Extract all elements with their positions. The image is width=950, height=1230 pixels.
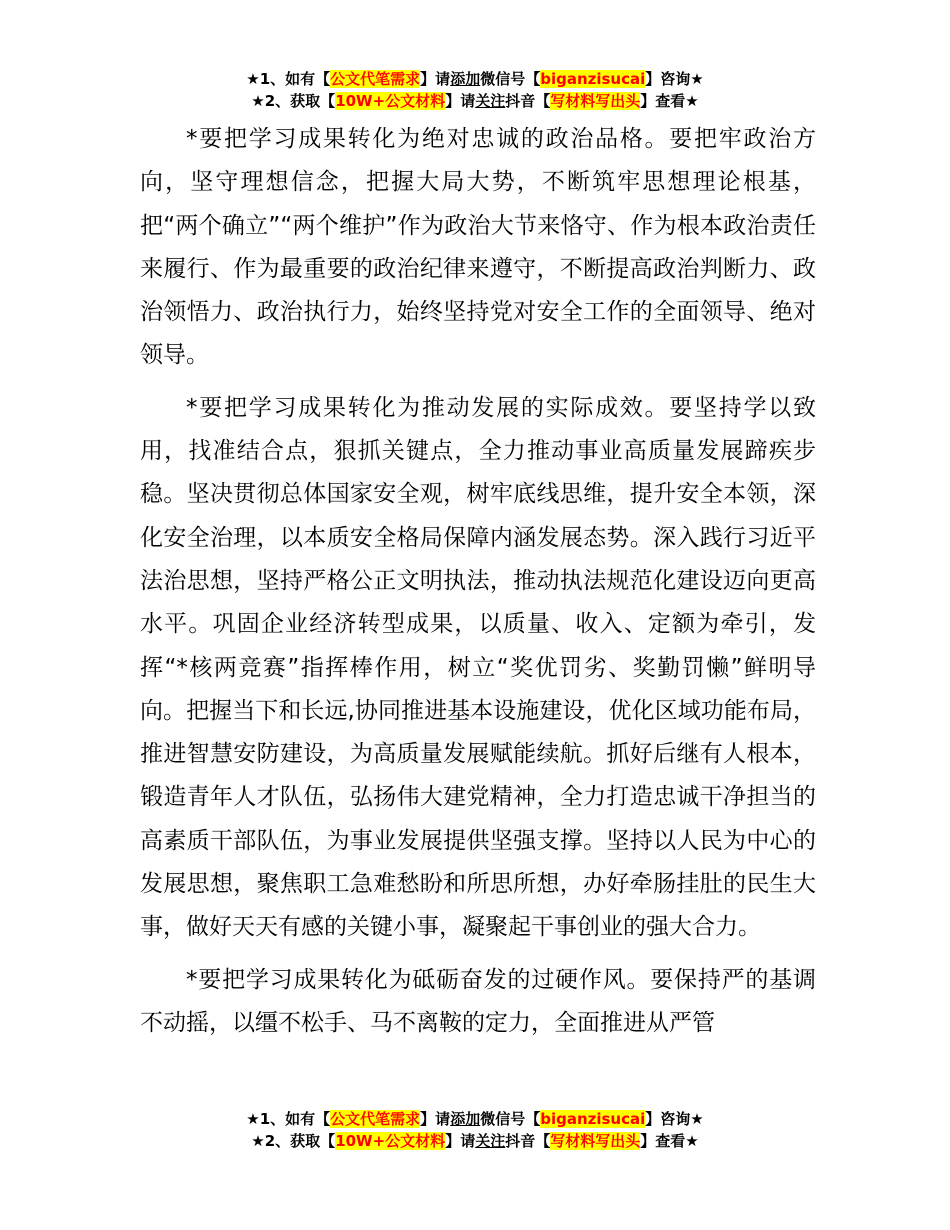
paragraph-2: *要把学习成果转化为推动发展的实际成效。要坚持学以致用，找准结合点，狠抓关键点，全力推动事业高质量发展蹄疾步稳。坚决贯彻总体国家安全观，树牢底线思维，提升安全本领，深化安全治理，以本质安全格局保障内涵发展态势。深入践行习近平法治思想，坚持严格公正文明执法，推动执法规范化建设迈向更高水平。巩固企业经济转型成果，以质量、收入、定额为牵引，发挥“*核两竞赛”指挥棒作用，树立“奖优罚劣、奖勤罚懒”鲜明导向。把握当下和长远,协同推进基本设施建设，优化区域功能布局，推进智慧安防建设，为高质量发展赋能续航。抓好后继有人根本，锻造青年人才队伍，弘扬伟大建党精神，全力打造忠诚干净担当的高素质干部队伍，为事业发展提供坚强支撑。坚持以人民为中心的发展思想，聚焦职工急难愁盼和所思所想，办好牵肠挂肚的民生大事，做好天天有感的关键小事，凝聚起干事创业的强大合力。 <box>140 394 816 941</box>
banner-highlight: 10W+公文材料 <box>335 92 446 110</box>
banner-highlight: 写材料写出头 <box>550 92 641 110</box>
banner-highlight: biganzisucai <box>540 1110 646 1128</box>
banner-text: ★2、获取【 <box>251 92 336 110</box>
banner-text: ★1、如有【 <box>246 70 331 88</box>
footer-banner <box>0 1108 950 1152</box>
banner-text: ★1、如有【 <box>246 1110 331 1128</box>
header-banner-line-2 <box>0 90 950 112</box>
banner-highlight: 公文代笔需求 <box>330 1110 421 1128</box>
header-banner-line-1 <box>0 68 950 90</box>
banner-text: 】咨询★ <box>645 70 704 88</box>
document-body <box>140 118 816 1045</box>
paragraph-1: *要把学习成果转化为绝对忠诚的政治品格。要把牢政治方向，坚守理想信念，把握大局大势，不断筑牢思想理论根基，把“两个确立”“两个维护”作为政治大节来恪守、作为根本政治责任来履行、作为最重要的政治纪律来遵守，不断提高政治判断力、政治领悟力、政治执行力，始终坚持党对安全工作的全面领导、绝对领导。 <box>140 126 816 369</box>
banner-text: 抖音【 <box>505 92 551 110</box>
banner-text: 】请 <box>445 92 476 110</box>
banner-underline: 添加 <box>450 1110 481 1128</box>
banner-text: 】请 <box>445 1132 476 1150</box>
banner-text: 】请 <box>420 70 451 88</box>
banner-underline: 关注 <box>475 1132 506 1150</box>
banner-text: 】咨询★ <box>645 1110 704 1128</box>
banner-highlight: biganzisucai <box>540 70 646 88</box>
banner-text: ★2、获取【 <box>251 1132 336 1150</box>
footer-banner-line-1 <box>0 1108 950 1130</box>
banner-text: 】请 <box>420 1110 451 1128</box>
banner-highlight: 10W+公文材料 <box>335 1132 446 1150</box>
banner-highlight: 写材料写出头 <box>550 1132 641 1150</box>
header-banner <box>0 68 950 112</box>
banner-text: 】查看★ <box>640 92 699 110</box>
banner-text: 微信号【 <box>480 1110 541 1128</box>
banner-text: 微信号【 <box>480 70 541 88</box>
banner-text: 】查看★ <box>640 1132 699 1150</box>
banner-text: 抖音【 <box>505 1132 551 1150</box>
footer-banner-line-2 <box>0 1130 950 1152</box>
banner-underline: 关注 <box>475 92 506 110</box>
banner-highlight: 公文代笔需求 <box>330 70 421 88</box>
paragraph-3: *要把学习成果转化为砥砺奋发的过硬作风。要保持严的基调不动摇，以缰不松手、马不离鞍的定力，全面推进从严管 <box>140 966 816 1036</box>
banner-underline: 添加 <box>450 70 481 88</box>
